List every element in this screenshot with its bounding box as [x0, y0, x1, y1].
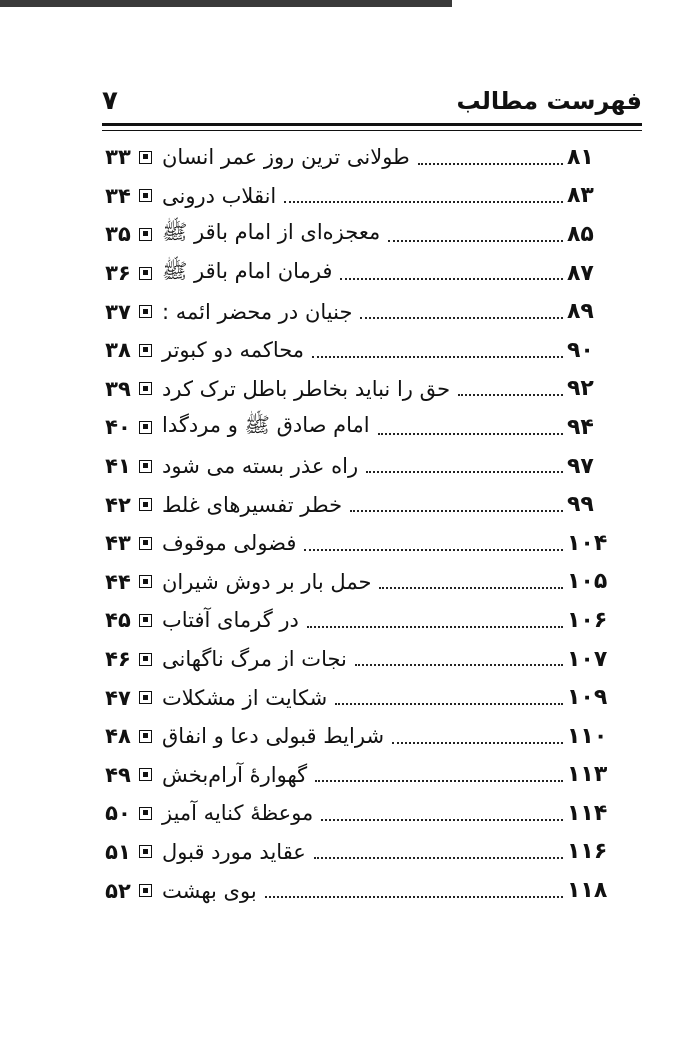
toc-entry-page: ۱۰۴	[567, 530, 608, 556]
toc-entry-number: ۴۸	[105, 724, 131, 749]
dot-leader	[340, 278, 563, 280]
toc-entry-page: ۹۹	[567, 492, 594, 518]
toc-entry-number: ۴۰	[105, 415, 131, 440]
toc-entry-number: ۴۱	[105, 454, 131, 479]
toc-entry-number: ۴۲	[105, 492, 131, 517]
toc-entry-page: ۱۱۰	[567, 723, 608, 749]
toc-entry-number: ۴۹	[105, 762, 131, 787]
toc-entry-page: ۸۷	[567, 260, 594, 286]
dot-leader	[312, 356, 563, 358]
toc-entry-title: راه عذر بسته می شود	[162, 454, 359, 479]
toc-entry-number: ۵۰	[105, 801, 131, 826]
dot-leader	[418, 163, 563, 165]
square-bullet-icon	[139, 460, 152, 473]
square-bullet-icon	[139, 614, 152, 627]
toc-entry-title: جنیان در محضر ائمه :	[162, 299, 353, 324]
toc-entry-number: ۳۴	[105, 183, 131, 208]
toc-entry-number: ۴۶	[105, 647, 131, 672]
toc-entry[interactable]	[105, 563, 625, 602]
dot-leader	[307, 626, 563, 628]
square-bullet-icon	[139, 421, 152, 434]
square-bullet-icon	[139, 575, 152, 588]
toc-entry-title: انقلاب درونی	[162, 183, 277, 208]
square-bullet-icon	[139, 344, 152, 357]
toc-entry-title: محاکمه دو کبوتر	[162, 338, 305, 363]
toc-entry-page: ۹۴	[567, 414, 594, 440]
toc-entry-page: ۱۰۶	[567, 607, 608, 633]
toc-entry-page: ۱۰۵	[567, 569, 608, 595]
page-header	[102, 84, 642, 118]
dot-leader	[350, 510, 563, 512]
toc-entry[interactable]	[105, 254, 625, 293]
toc-entry-title: موعظهٔ کنایه آمیز	[162, 801, 314, 826]
toc-entry[interactable]	[105, 408, 625, 447]
toc-entry[interactable]	[105, 601, 625, 640]
toc-entry-page: ۱۱۴	[567, 800, 608, 826]
toc-entry-number: ۵۱	[105, 839, 131, 864]
square-bullet-icon	[139, 691, 152, 704]
toc-entry[interactable]	[105, 717, 625, 756]
toc-entry-number: ۳۵	[105, 222, 131, 247]
toc-entry-page: ۹۲	[567, 376, 594, 402]
square-bullet-icon	[139, 884, 152, 897]
toc-entry-title: گهوارهٔ آرام‌بخش	[162, 762, 308, 787]
square-bullet-icon	[139, 267, 152, 280]
toc-entry[interactable]	[105, 370, 625, 409]
top-edge-bar	[0, 0, 452, 7]
dot-leader	[388, 240, 563, 242]
toc-entry-page: ۱۰۹	[567, 685, 608, 711]
toc-entry[interactable]	[105, 292, 625, 331]
toc-entry-page: ۸۱	[567, 144, 594, 170]
toc-entry-page: ۹۷	[567, 453, 594, 479]
square-bullet-icon	[139, 228, 152, 241]
square-bullet-icon	[139, 151, 152, 164]
toc-entry[interactable]	[105, 215, 625, 254]
toc-entry-title: حمل بار بر دوش شیران	[162, 569, 372, 594]
toc-entry-number: ۴۵	[105, 608, 131, 633]
toc-entry-title: امام صادق ﷺ و مردگدا	[162, 412, 370, 437]
square-bullet-icon	[139, 537, 152, 550]
square-bullet-icon	[139, 845, 152, 858]
square-bullet-icon	[139, 807, 152, 820]
toc-entry[interactable]	[105, 871, 625, 910]
toc-entry[interactable]	[105, 447, 625, 486]
toc-entry-page: ۸۹	[567, 299, 594, 325]
toc-entry-title: خطر تفسیرهای غلط	[162, 492, 343, 517]
toc-entry-page: ۱۱۸	[567, 878, 608, 904]
toc-entry-number: ۳۷	[105, 299, 131, 324]
toc-entry-page: ۸۳	[567, 183, 594, 209]
toc-entry-number: ۵۲	[105, 878, 131, 903]
toc-entry-page: ۱۱۶	[567, 839, 608, 865]
toc-entry-number: ۳۳	[105, 145, 131, 170]
toc-entry-page: ۸۵	[567, 221, 594, 247]
square-bullet-icon	[139, 768, 152, 781]
toc-entry[interactable]	[105, 833, 625, 872]
toc-entry-title: بوی بهشت	[162, 878, 257, 903]
square-bullet-icon	[139, 382, 152, 395]
dot-leader	[458, 394, 563, 396]
square-bullet-icon	[139, 498, 152, 511]
dot-leader	[265, 896, 563, 898]
toc-entry[interactable]	[105, 177, 625, 216]
toc-entry[interactable]	[105, 756, 625, 795]
toc-entry-title: طولانی ترین روز عمر انسان	[162, 145, 410, 170]
toc-entry-page: ۹۰	[567, 337, 594, 363]
toc-entry[interactable]	[105, 331, 625, 370]
toc-entry-title: عقاید مورد قبول	[162, 839, 306, 864]
square-bullet-icon	[139, 189, 152, 202]
dot-leader	[284, 201, 563, 203]
toc-entry-number: ۳۸	[105, 338, 131, 363]
dot-leader	[314, 857, 563, 859]
header-rule-thin	[102, 130, 642, 131]
square-bullet-icon	[139, 653, 152, 666]
toc-entry-number: ۳۶	[105, 261, 131, 286]
dot-leader	[392, 742, 563, 744]
page-number: ۷	[102, 86, 118, 116]
toc-entry-number: ۴۴	[105, 569, 131, 594]
toc-entry-title: در گرمای آفتاب	[162, 608, 299, 633]
toc-entry-title: حق را نباید بخاطر باطل ترک کرد	[162, 376, 451, 401]
toc-entry[interactable]	[105, 794, 625, 833]
dot-leader	[366, 471, 563, 473]
dot-leader	[304, 549, 563, 551]
toc-entry[interactable]	[105, 138, 625, 177]
toc-entry-title: فرمان امام باقر ﷺ	[162, 258, 333, 283]
toc-entry-number: ۴۳	[105, 531, 131, 556]
square-bullet-icon	[139, 305, 152, 318]
dot-leader	[378, 433, 563, 435]
page-title: فهرست مطالب	[456, 87, 642, 115]
dot-leader	[335, 703, 563, 705]
toc-entry[interactable]	[105, 640, 625, 679]
toc-entry-number: ۳۹	[105, 376, 131, 401]
square-bullet-icon	[139, 730, 152, 743]
toc-entry[interactable]	[105, 485, 625, 524]
toc-entry[interactable]	[105, 524, 625, 563]
dot-leader	[315, 780, 563, 782]
header-rule-thick	[102, 123, 642, 126]
toc-entry-title: شرایط قبولی دعا و انفاق	[162, 724, 385, 749]
toc-entry-title: فضولی موقوف	[162, 531, 297, 556]
toc-entry-title: معجزه‌ای از امام باقر ﷺ	[162, 219, 381, 244]
toc-entry-title: شکایت از مشکلات	[162, 685, 328, 710]
toc-entry-page: ۱۱۳	[567, 762, 608, 788]
dot-leader	[355, 664, 563, 666]
toc-entry-title: نجات از مرگ ناگهانی	[162, 647, 347, 672]
toc-entry-number: ۴۷	[105, 685, 131, 710]
dot-leader	[321, 819, 563, 821]
toc-entry[interactable]	[105, 678, 625, 717]
dot-leader	[379, 587, 563, 589]
dot-leader	[360, 317, 563, 319]
table-of-contents	[105, 138, 625, 910]
toc-entry-page: ۱۰۷	[567, 646, 608, 672]
